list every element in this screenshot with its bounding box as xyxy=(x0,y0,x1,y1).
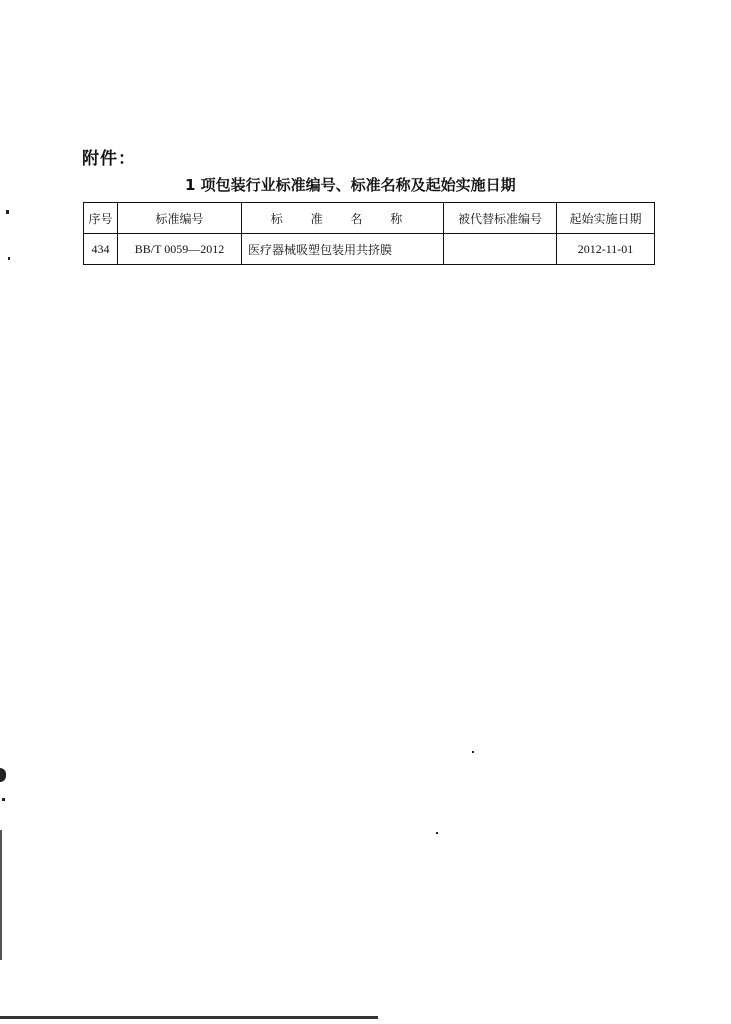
cell-effective-date: 2012-11-01 xyxy=(557,234,655,265)
header-standard-code: 标准编号 xyxy=(118,203,242,234)
document-title: 1 项包装行业标准编号、标准名称及起始实施日期 xyxy=(185,176,516,194)
standards-table xyxy=(83,202,655,265)
scan-speck xyxy=(2,798,5,801)
cell-standard-code: BB/T 0059—2012 xyxy=(118,234,242,265)
scan-blob xyxy=(0,768,6,782)
scan-speck xyxy=(436,832,438,834)
scan-speck xyxy=(472,751,474,753)
header-replaced-standard: 被代替标准编号 xyxy=(444,203,557,234)
cell-replaced-standard xyxy=(444,234,557,265)
header-serial-number: 序号 xyxy=(84,203,118,234)
table-row xyxy=(84,234,655,265)
attachment-label: 附件： xyxy=(82,149,136,169)
header-effective-date: 起始实施日期 xyxy=(557,203,655,234)
scan-bottom-edge xyxy=(0,1016,378,1019)
scan-speck xyxy=(8,257,10,260)
cell-standard-name: 医疗器械吸塑包装用共挤膜 xyxy=(242,234,444,265)
scan-edge-streak xyxy=(0,830,2,960)
cell-serial-number: 434 xyxy=(84,234,118,265)
header-standard-name: 标 准 名 称 xyxy=(242,203,444,234)
scan-speck xyxy=(6,210,9,214)
table-header-row xyxy=(84,203,655,234)
